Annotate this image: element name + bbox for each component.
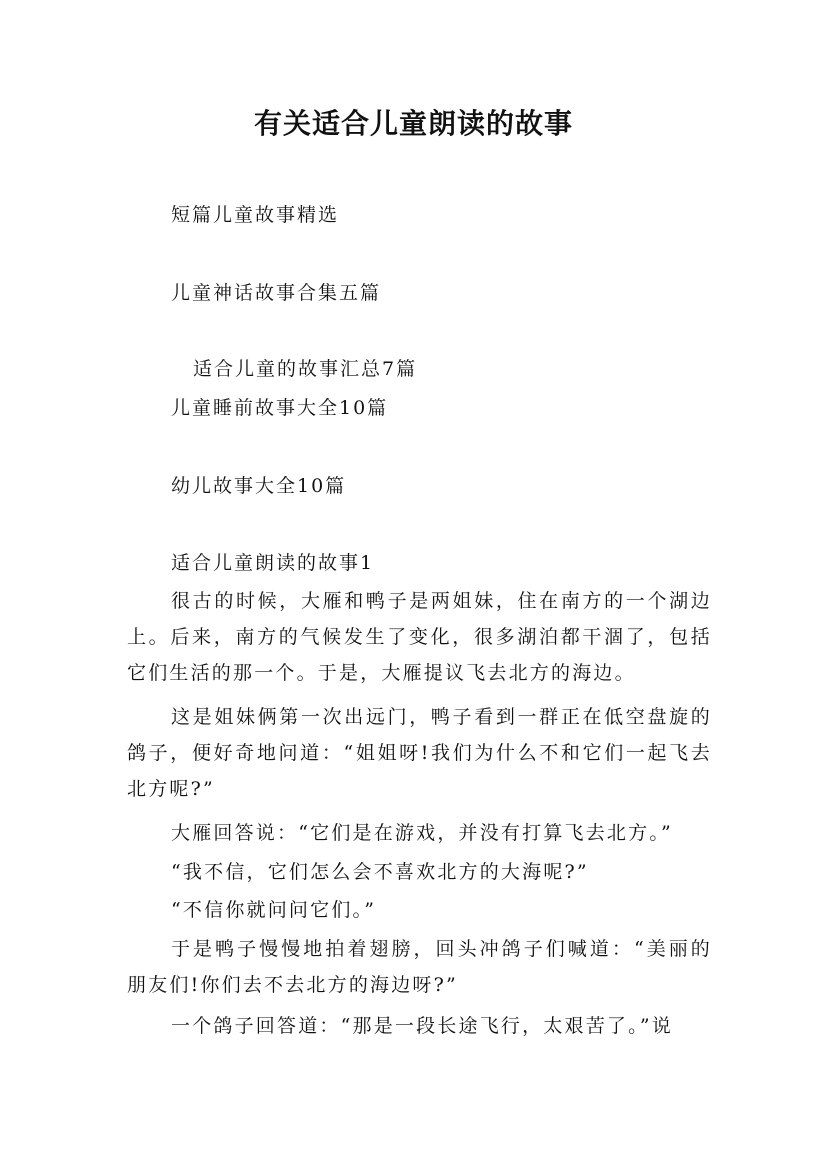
body-paragraph-2: 这是姐妹俩第一次出远门，鸭子看到一群正在低空盘旋的鸽子，便好奇地问道：“姐姐呀!我们为什么不和它们一起飞去北方呢?” xyxy=(127,706,712,801)
body-paragraph-7: 一个鸽子回答道：“那是一段长途飞行，太艰苦了。”说 xyxy=(171,1015,673,1037)
section-heading: 适合儿童朗读的故事1 xyxy=(171,552,375,574)
body-paragraph-6: 于是鸭子慢慢地拍着翅膀，回头冲鸽子们喊道：“美丽的朋友们!你们去不去北方的海边呀?” xyxy=(127,938,712,997)
body-paragraph-5: “不信你就问问它们。” xyxy=(171,899,377,921)
document-title: 有关适合儿童朗读的故事 xyxy=(253,107,573,140)
body-paragraph-3: 大雁回答说：“它们是在游戏，并没有打算飞去北方。” xyxy=(171,822,673,844)
toc-item-3: 适合儿童的故事汇总7篇 xyxy=(193,358,418,380)
toc-item-2: 儿童神话故事合集五篇 xyxy=(171,282,382,304)
body-paragraph-4: “我不信，它们怎么会不喜欢北方的大海呢?” xyxy=(171,861,589,883)
body-paragraph-1: 很古的时候，大雁和鸭子是两姐妹，住在南方的一个湖边上。后来，南方的气候发生了变化，很多湖泊都干涸了，包括它们生活的那一个。于是，大雁提议飞去北方的海边。 xyxy=(127,590,712,685)
toc-item-4: 儿童睡前故事大全10篇 xyxy=(171,397,389,419)
toc-item-1: 短篇儿童故事精选 xyxy=(171,204,340,226)
toc-item-5: 幼儿故事大全10篇 xyxy=(171,475,347,497)
